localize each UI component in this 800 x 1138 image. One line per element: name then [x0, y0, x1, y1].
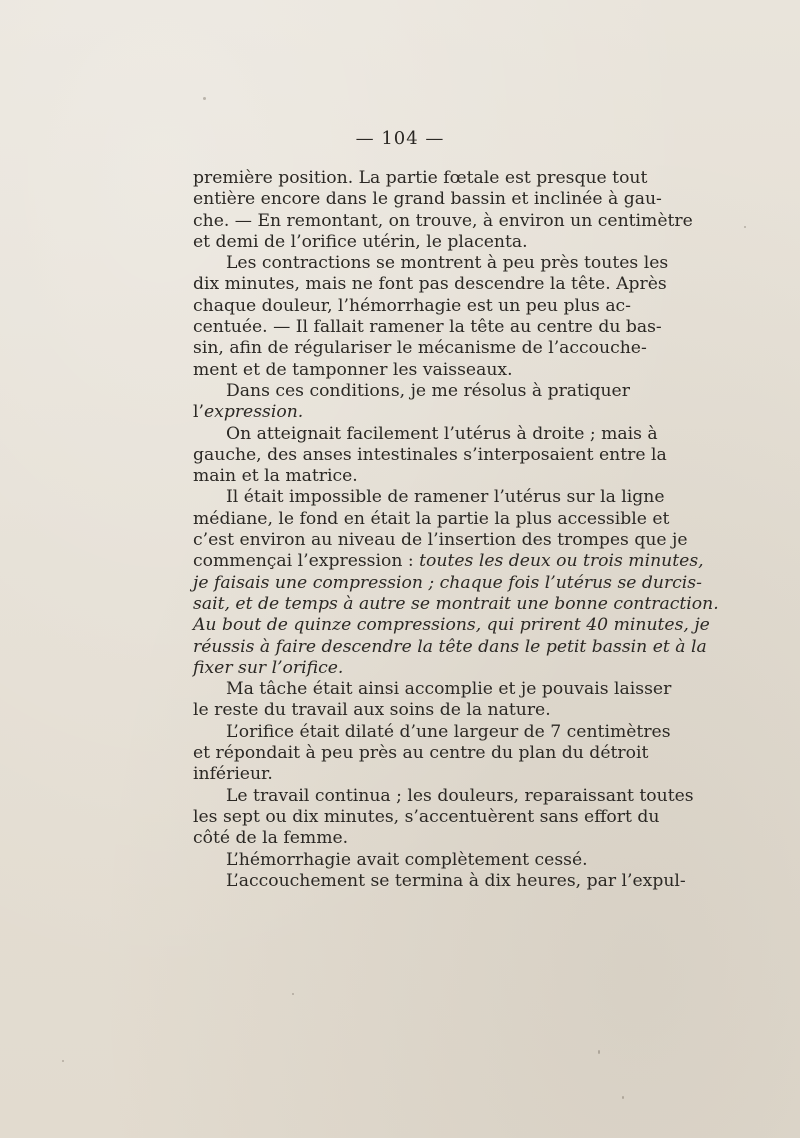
paragraph-8 [193, 785, 694, 850]
text-line [193, 551, 704, 572]
body-text [193, 168, 719, 892]
paragraph-5 [193, 487, 719, 679]
text-line: les sept ou dix minutes, s’accentuèrent sans effort du [193, 806, 660, 827]
paper-speck [62, 1060, 64, 1062]
paper-speck [622, 1096, 624, 1099]
paper-speck [292, 993, 294, 995]
text-line [193, 402, 613, 423]
italic-line: Au bout de quinze compressions, qui prirent 40 minutes, je [193, 615, 710, 636]
paragraph-10 [193, 870, 686, 892]
paragraph-3 [193, 380, 630, 424]
text-line: sin, afin de régulariser le mécanisme de l’accouche- [193, 338, 647, 359]
paper-speck [744, 226, 746, 228]
text-line: che. — En remontant, on trouve, à environ un centimètre [193, 210, 693, 231]
text-line: L’hémorrhagie avait complètement cessé. [226, 849, 588, 870]
paragraph-1 [193, 168, 693, 253]
text-line: main et la matrice. [193, 466, 358, 487]
text-run: commençai l’expression : [193, 551, 420, 572]
text-line: première position. La partie fœtale est presque tout [193, 168, 648, 188]
text-line: inférieur. [193, 764, 273, 785]
text-line: ment et de tamponner les vaisseaux. [193, 359, 513, 380]
text-line: entière encore dans le grand bassin et inclinée à gau- [193, 189, 662, 210]
paragraph-2 [193, 253, 669, 381]
text-line: On atteignait facilement l’utérus à droite ; mais à [226, 423, 658, 444]
paragraph-6 [193, 679, 672, 722]
text-line: Le travail continua ; les douleurs, reparaissant toutes [226, 785, 694, 806]
text-line: chaque douleur, l’hémorrhagie est un peu plus ac- [193, 295, 631, 316]
italic-line: fixer sur l’orifice. [193, 657, 344, 678]
text-line: L’accouchement se termina à dix heures, par l’expul- [226, 870, 686, 891]
text-line: médiane, le fond en était la partie la plus accessible et [193, 508, 670, 529]
text-line: gauche, des anses intestinales s’interposaient entre la [193, 444, 667, 465]
italic-line: je faisais une compression ; chaque fois l’utérus se durcis- [193, 572, 702, 593]
paragraph-7 [193, 721, 671, 786]
page-number: — 104 — [355, 128, 445, 149]
text-line: dix minutes, mais ne font pas descendre la tête. Après [193, 274, 667, 295]
text-line: côté de la femme. [193, 828, 349, 849]
text-line: le reste du travail aux soins de la nature. [193, 700, 551, 721]
text-line: Il était impossible de ramener l’utérus sur la ligne [226, 487, 665, 508]
paragraph-9 [193, 850, 613, 871]
paper-speck [598, 1050, 600, 1054]
text-line: Dans ces conditions, je me résolus à pratiquer [226, 380, 630, 401]
italic-line: réussis à faire descendre la tête dans le petit bassin et à la [193, 636, 707, 657]
text-line: Ma tâche était ainsi accomplie et je pouvais laisser [226, 679, 672, 700]
italic-term: expression. [203, 402, 304, 423]
text-line: et répondait à peu près au centre du plan du détroit [193, 743, 649, 764]
italic-line: sait, et de temps à autre se montrait une bonne contraction. [193, 593, 719, 614]
text-line: L’orifice était dilaté d’une largeur de 7 centimètres [226, 721, 671, 742]
paper-speck [203, 97, 206, 100]
text-run: l’ [193, 402, 204, 423]
text-line: et demi de l’orifice utérin, le placenta. [193, 231, 528, 252]
text-line: Les contractions se montrent à peu près toutes les [226, 253, 669, 274]
paragraph-4 [193, 423, 667, 488]
text-line: centuée. — Il fallait ramener la tête au centre du bas- [193, 317, 662, 338]
italic-text: toutes les deux ou trois minutes, [419, 551, 704, 572]
text-line: c’est environ au niveau de l’insertion des trompes que je [193, 530, 688, 551]
